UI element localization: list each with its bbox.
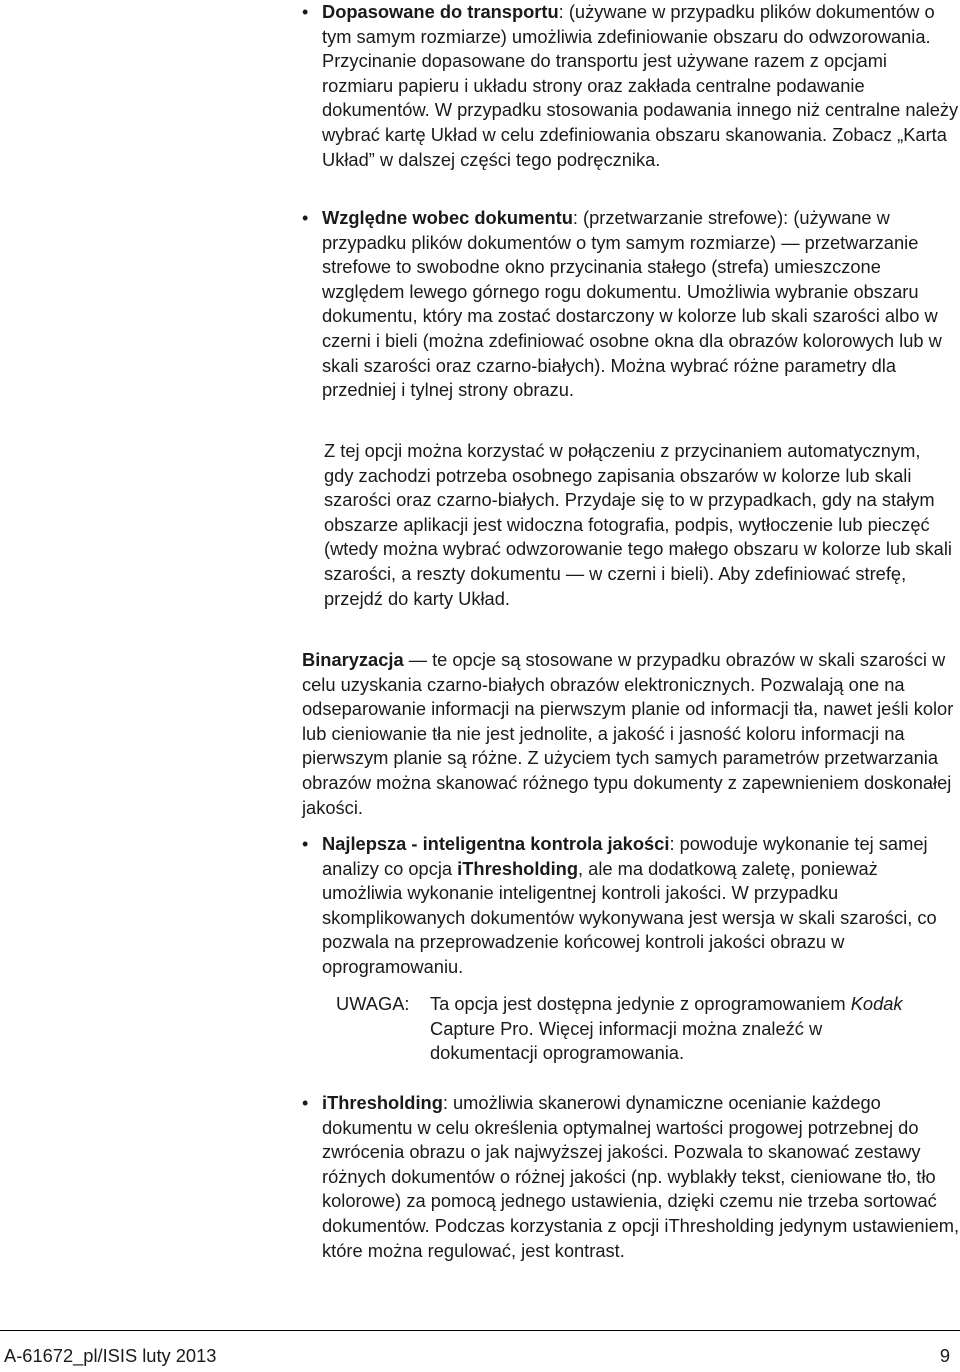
binaryzacja-paragraph bbox=[302, 648, 954, 820]
note-text-a: Ta opcja jest dostępna jedynie z oprogramowaniem bbox=[430, 993, 851, 1014]
list-item-text bbox=[322, 206, 960, 403]
footer-rule bbox=[0, 1330, 960, 1331]
description-najlepsza-a: : powoduje wykonanie tej samej analizy co opcja bbox=[322, 833, 928, 879]
description-binaryzacja: — te opcje są stosowane w przypadku obrazów w skali szarości w celu uzyskania czarno-białych obrazów elektronicznych. Pozwalają one na odseparowanie informacji na pierwszym planie od informacji tła, nawet jeśli kolor lub cieniowanie tła nie jest jednolite, a jakość i jasność koloru informacji na pierwszym planie są różne. Z użyciem tych samych parametrów przetwarzania obrazów można skanować różnego typu dokumenty z zapewnieniem doskonałej jakości. bbox=[302, 649, 954, 818]
description-najlepsza-b: , ale ma dodatkową zaletę, ponieważ umożliwia wykonanie inteligentnej kontroli jakości. W przypadku skomplikowanych dokumentów wykonywana jest wersja w skali szarości, co pozwala na przeprowadzenie końcowej kontroli jakości obrazu w oprogramowaniu. bbox=[322, 857, 937, 977]
term-ithresholding-inline: iThresholding bbox=[457, 857, 579, 879]
note-text bbox=[430, 992, 930, 1066]
term-wzgledne: Względne wobec dokumentu bbox=[322, 207, 573, 228]
bullet-mark: • bbox=[302, 834, 309, 854]
list-item-text bbox=[322, 0, 960, 172]
term-najlepsza: Najlepsza - inteligentna kontrola jakości bbox=[322, 833, 670, 854]
note-label: UWAGA: bbox=[336, 993, 410, 1014]
page-number: 9 bbox=[939, 1345, 950, 1366]
note-brand: Kodak bbox=[850, 993, 903, 1014]
wzgledne-detail-paragraph: Z tej opcji można korzystać w połączeniu z przycinaniem automatycznym, gdy zachodzi potrzeba osobnego zapisania obszarów w kolorze lub skali szarości oraz czarno-białych. Przydaje się to w przypadkach, gdy na stałym obszarze aplikacji jest widoczna fotografia, podpis, wytłoczenie lub pieczęć (wtedy można wybrać odwzorowanie tego małego obszaru w kolorze lub skali szarości, a reszty dokumentu — w czerni i bieli). Aby zdefiniować strefę, przejdź do karty Układ. bbox=[324, 440, 952, 609]
term-dopasowane: Dopasowane do transportu bbox=[322, 1, 559, 22]
list-item-text bbox=[322, 1091, 960, 1263]
bullet-mark: • bbox=[302, 2, 309, 22]
bullet-mark: • bbox=[302, 1093, 309, 1113]
description-dopasowane: : (używane w przypadku plików dokumentów o tym samym rozmiarze) umożliwia zdefiniowanie obszaru do odwzorowania. Przycinanie dopasowane do transportu jest używane razem z opcjami rozmiaru papieru i układu strony oraz zakłada centralne podawanie dokumentów. W przypadku stosowania podawania innego niż centralne należy wybrać kartę Układ w celu zdefiniowania obszaru skanowania. Zobacz „Karta Układ” w dalszej części tego podręcznika. bbox=[322, 1, 959, 170]
bullet-mark: • bbox=[302, 208, 309, 228]
footer-doc-id: A-61672_pl/ISIS luty 2013 bbox=[4, 1345, 217, 1366]
list-item-text bbox=[322, 832, 960, 980]
description-ithresholding: : umożliwia skanerowi dynamiczne ocenianie każdego dokumentu w celu określenia optymalnej wartości progowej potrzebnej do zwrócenia obrazu o jak najwyższej jakości. Pozwala to skanować zestawy różnych dokumentów o różnej jakości (np. wyblakły tekst, cieniowane tło, tło kolorowe) za pomocą jednego ustawienia, dzięki czemu nie trzeba sortować dokumentów. Podczas korzystania z opcji iThresholding jedynym ustawieniem, które można regulować, jest kontrast. bbox=[322, 1092, 960, 1261]
note-text-b: Capture Pro. Więcej informacji można znaleźć w dokumentacji oprogramowania. bbox=[430, 1017, 823, 1064]
term-ithresholding: iThresholding bbox=[322, 1092, 443, 1113]
term-binaryzacja: Binaryzacja bbox=[302, 649, 404, 670]
description-wzgledne: : (przetwarzanie strefowe): (używane w przypadku plików dokumentów o tym samym rozmiarze) — przetwarzanie strefowe to swobodne okno przycinania stałego (strefa) umieszczone względem lewego górnego rogu dokumentu. Umożliwia wybranie obszaru dokumentu, który ma zostać dostarczony w kolorze lub skali szarości albo w czerni i bieli (można zdefiniować osobne okna dla obrazów kolorowych lub w skali szarości oraz czarno-białych). Można wybrać różne parametry dla przedniej i tylnej strony obrazu. bbox=[322, 207, 942, 401]
